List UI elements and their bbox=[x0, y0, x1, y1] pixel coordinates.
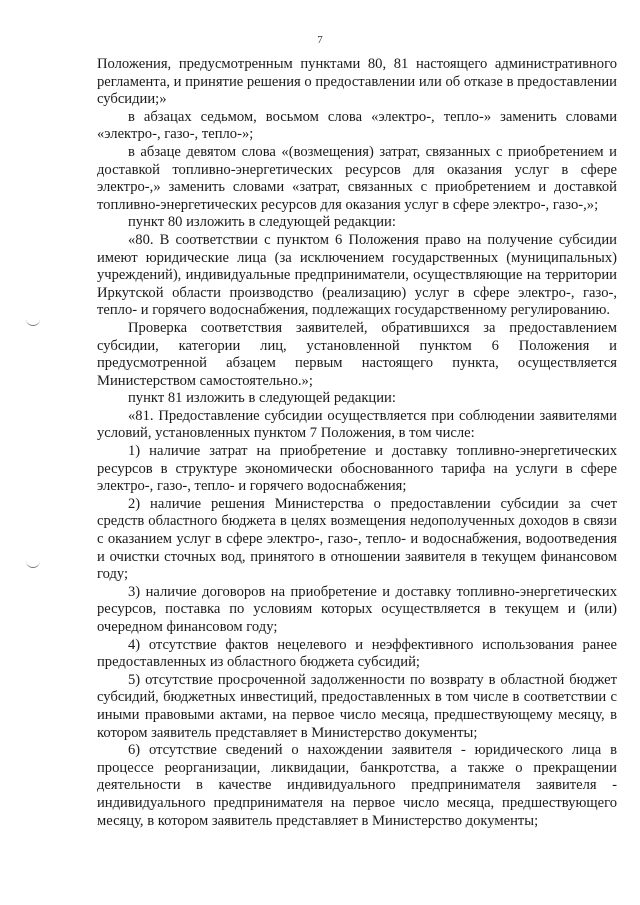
page-number: 7 bbox=[317, 34, 323, 46]
document-body bbox=[97, 56, 617, 830]
paragraph: Проверка соответствия заявителей, обратившихся за предоставлением субсидии, категории лиц, установленной пунктом 6 Положения и предусмотренной абзацем первым настоящего пункта, осуществляется Министерством самостоятельно.»; bbox=[97, 319, 617, 389]
paragraph: 6) отсутствие сведений о нахождении заявителя - юридического лица в процессе реорганизации, ликвидации, банкротства, а также о прекращении деятельности в качестве индивидуального предпринимателя заявителя - индивидуального предпринимателя на первое число месяца, предшествующего месяцу, в котором заявитель представляет в Министерство документы; bbox=[97, 742, 617, 829]
paragraph: Положения, предусмотренным пунктами 80, 81 настоящего административного регламента, и принятие решения о предоставлении или об отказе в предоставлении субсидии;» bbox=[97, 56, 617, 108]
binder-hole-mark bbox=[26, 560, 40, 568]
paragraph: 5) отсутствие просроченной задолженности по возврату в областной бюджет субсидий, бюджетных инвестиций, предоставленных в том числе в соответствии с иными правовыми актами, на первое число месяца, предшествующему месяцу, в котором заявитель представляет в Министерство документы; bbox=[97, 671, 617, 741]
paragraph: пункт 80 изложить в следующей редакции: bbox=[128, 214, 396, 231]
paragraph: «81. Предоставление субсидии осуществляется при соблюдении заявителями условий, установленных пунктом 7 Положения, в том числе: bbox=[97, 407, 617, 442]
paragraph: 3) наличие договоров на приобретение и доставку топливно-энергетических ресурсов, поставка по условиям которых осуществляется в текущем и (или) очередном финансовом году; bbox=[97, 583, 617, 635]
paragraph: 4) отсутствие фактов нецелевого и неэффективного использования ранее предоставленных из областного бюджета субсидий; bbox=[97, 636, 617, 671]
paragraph: «80. В соответствии с пунктом 6 Положения право на получение субсидии имеют юридические лица (за исключением государственных (муниципальных) учреждений), индивидуальные предприниматели, осуществляющие на территории Иркутской области производство (реализацию) услуг в сфере электро-, газо-, тепло- и горячего водоснабжения, подлежащих государственному регулированию. bbox=[97, 231, 617, 319]
paragraph: пункт 81 изложить в следующей редакции: bbox=[128, 390, 396, 407]
paragraph: 1) наличие затрат на приобретение и доставку топливно-энергетических ресурсов в структуре экономически обоснованного тарифа на услуги в сфере электро-, газо-, тепло- и горячего водоснабжения; bbox=[97, 443, 617, 495]
paragraph: в абзаце девятом слова «(возмещения) затрат, связанных с приобретением и доставкой топливно-энергетических ресурсов для оказания услуг в сфере электро-,» заменить словами «затрат, связанных с приобретением и доставкой топливно-энергетических ресурсов для оказания услуг в сфере электро-, газо-,»; bbox=[97, 143, 617, 213]
paragraph: 2) наличие решения Министерства о предоставлении субсидии за счет средств областного бюджета в целях возмещения недополученных доходов в связи с оказанием услуг в сфере электро-, газо-, тепло- и водоснабжения, водоотведения и очистки сточных вод, принятого в отношении заявителя в текущем финансовом году; bbox=[97, 495, 617, 583]
binder-hole-mark bbox=[26, 318, 40, 326]
paragraph: в абзацах седьмом, восьмом слова «электро-, тепло-» заменить словами «электро-, газо-, тепло-»; bbox=[97, 108, 617, 143]
